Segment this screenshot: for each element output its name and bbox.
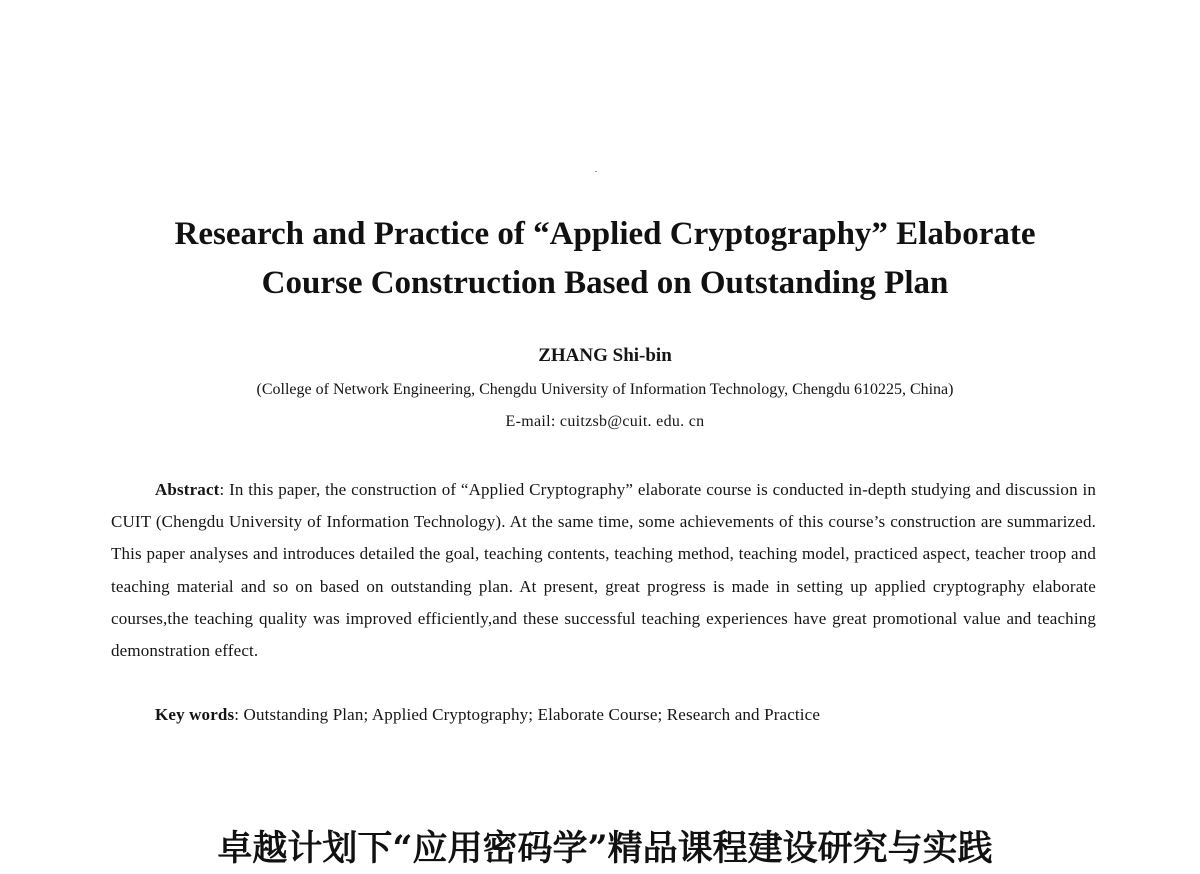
author-email: E-mail: cuitzsb@cuit. edu. cn bbox=[505, 413, 705, 430]
title-line-2: Course Construction Based on Outstanding Plan bbox=[261, 265, 949, 301]
keywords-text: Outstanding Plan; Applied Cryptography; Elaborate Course; Research and Practice bbox=[243, 705, 821, 724]
keywords-separator: : bbox=[234, 705, 244, 724]
keywords-line bbox=[155, 702, 1105, 728]
abstract-paragraph bbox=[111, 474, 1096, 667]
abstract-separator: : bbox=[219, 480, 230, 499]
abstract-text: In this paper, the construction of “Applied Cryptography” elaborate course is conducted in-depth studying and discussion in CUIT (Chengdu University of Information Technology). At the same time, some achievements of this course’s construction are summarized. This paper analyses and introduces detailed the goal, teaching contents, teaching method, teaching model, practiced aspect, teacher troop and teaching material and so on based on outstanding plan. At present, great progress is made in setting up applied cryptography elaborate courses,the teaching quality was improved efficiently,and these successful teaching experiences have great promotional value and teaching demonstration effect. bbox=[111, 480, 1096, 661]
abstract-label: Abstract bbox=[155, 480, 220, 499]
scan-speck bbox=[595, 171, 597, 172]
author-affiliation: (College of Network Engineering, Chengdu University of Information Technology, Chengdu 610225, China) bbox=[256, 381, 954, 398]
chinese-title: 卓越计划下“应用密码学”精品课程建设研究与实践 bbox=[217, 828, 993, 869]
english-title bbox=[100, 210, 1110, 308]
author-name: ZHANG Shi-bin bbox=[538, 345, 672, 366]
title-line-1: Research and Practice of “Applied Cryptography” Elaborate bbox=[174, 216, 1036, 252]
keywords-label: Key words bbox=[155, 705, 235, 724]
